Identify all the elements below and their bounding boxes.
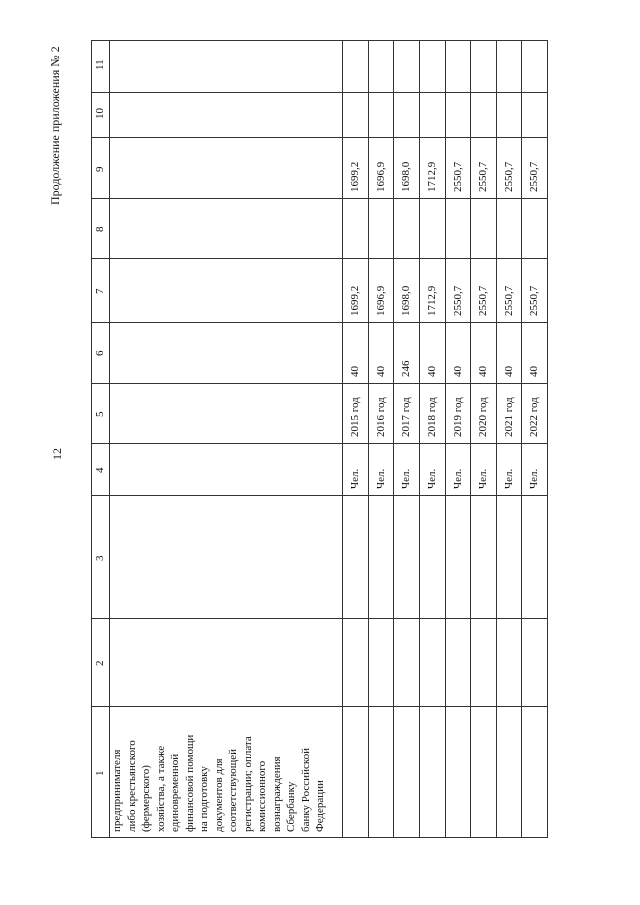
column-number-2: 2 xyxy=(94,660,106,666)
cell-c9: 1699,2 xyxy=(349,161,361,192)
column-number-1: 1 xyxy=(94,770,106,776)
cell-c7: 2550,7 xyxy=(477,285,489,316)
cell-unit: Чел. xyxy=(452,468,464,489)
cell-c7: 1696,9 xyxy=(375,285,387,316)
cell-c9: 1712,9 xyxy=(426,161,438,192)
cell-year: 2018 год xyxy=(426,397,438,437)
cell-unit: Чел. xyxy=(426,468,438,489)
col1-line: Федерации xyxy=(314,780,326,832)
column-number-6: 6 xyxy=(94,350,106,356)
cell-year: 2015 год xyxy=(349,397,361,437)
col1-line: либо крестьянского xyxy=(125,740,138,832)
cell-year: 2021 год xyxy=(503,397,515,437)
col1-line: вознаграждения xyxy=(270,756,283,832)
cell-unit: Чел. xyxy=(528,468,540,489)
cell-c9: 2550,7 xyxy=(528,161,540,192)
cell-c7: 2550,7 xyxy=(528,285,540,316)
column-number-10: 10 xyxy=(94,108,106,119)
cell-c7: 1699,2 xyxy=(349,285,361,316)
column-number-3: 3 xyxy=(94,555,106,561)
cell-c6: 40 xyxy=(503,366,515,377)
cell-c6: 40 xyxy=(426,366,438,377)
cell-c7: 1712,9 xyxy=(426,285,438,316)
cell-c6: 40 xyxy=(477,366,489,377)
cell-year: 2016 год xyxy=(375,397,387,437)
col1-line: (фермерского) xyxy=(140,765,152,832)
column-number-11: 11 xyxy=(94,59,106,70)
continuation-heading: Продолжение приложения № 2 xyxy=(48,46,62,205)
cell-c6: 40 xyxy=(375,366,387,377)
col1-line: соответствующей xyxy=(227,749,239,832)
cell-year: 2020 год xyxy=(477,397,489,437)
cell-c9: 1698,0 xyxy=(400,161,412,192)
cell-c9: 2550,7 xyxy=(477,161,489,192)
cell-c9: 2550,7 xyxy=(503,161,515,192)
cell-c7: 1698,0 xyxy=(400,285,412,316)
page-number: 12 xyxy=(50,448,64,460)
col1-line: регистрации; оплата xyxy=(241,736,254,832)
col1-line: комиссионного xyxy=(256,760,268,832)
cell-unit: Чел. xyxy=(503,468,515,489)
column-number-5: 5 xyxy=(94,411,106,417)
col1-line: предпринимателя xyxy=(111,749,123,832)
cell-c7: 2550,7 xyxy=(452,285,464,316)
column-number-4: 4 xyxy=(94,467,106,473)
col1-line: финансовой помощи xyxy=(183,734,196,832)
column-number-9: 9 xyxy=(94,166,106,172)
col1-line: Сбербанку xyxy=(285,781,297,832)
col1-line: единовременной xyxy=(169,753,181,832)
col1-line: на подготовку xyxy=(198,766,210,832)
col1-line: хозяйства, а также xyxy=(154,745,167,832)
col1-description xyxy=(110,735,328,832)
cell-c6: 246 xyxy=(400,360,412,377)
cell-unit: Чел. xyxy=(400,468,412,489)
cell-unit: Чел. xyxy=(375,468,387,489)
cell-year: 2019 год xyxy=(452,397,464,437)
column-number-7: 7 xyxy=(94,288,106,294)
col1-line: документов для xyxy=(212,758,225,832)
cell-c6: 40 xyxy=(452,366,464,377)
cell-c7: 2550,7 xyxy=(503,285,515,316)
cell-unit: Чел. xyxy=(477,468,489,489)
cell-c6: 40 xyxy=(349,366,361,377)
column-number-8: 8 xyxy=(94,226,106,232)
cell-c6: 40 xyxy=(528,366,540,377)
col1-line: банку Российской xyxy=(299,747,312,832)
cell-c9: 2550,7 xyxy=(452,161,464,192)
cell-year: 2022 год xyxy=(528,397,540,437)
cell-unit: Чел. xyxy=(349,468,361,489)
cell-year: 2017 год xyxy=(400,397,412,437)
cell-c9: 1696,9 xyxy=(375,161,387,192)
